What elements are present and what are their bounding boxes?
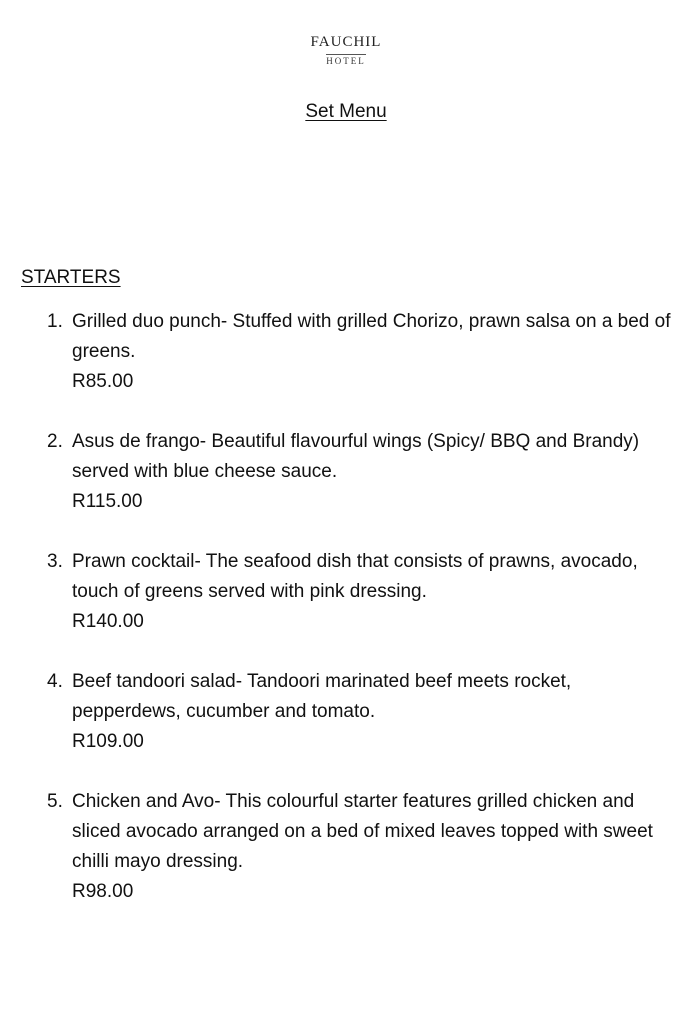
page-title: Set Menu bbox=[305, 101, 387, 122]
menu-item bbox=[0, 667, 692, 757]
item-number: 1. bbox=[47, 311, 63, 332]
item-price: R109.00 bbox=[72, 731, 144, 752]
starters-list bbox=[0, 307, 692, 937]
item-number: 3. bbox=[47, 551, 63, 572]
item-price: R115.00 bbox=[72, 491, 143, 512]
item-number: 2. bbox=[47, 431, 63, 452]
menu-item bbox=[0, 427, 692, 517]
logo-subtitle: HOTEL bbox=[326, 56, 366, 66]
item-number: 4. bbox=[47, 671, 63, 692]
item-price: R85.00 bbox=[72, 371, 134, 392]
item-description: Grilled duo punch- Stuffed with grilled Chorizo, prawn salsa on a bed of greens. bbox=[72, 311, 671, 362]
item-description: Beef tandoori salad- Tandoori marinated beef meets rocket, pepperdews, cucumber and tomato. bbox=[72, 671, 572, 722]
item-price: R98.00 bbox=[72, 881, 134, 902]
hotel-logo bbox=[0, 34, 692, 69]
logo-name: FAUCHIL bbox=[310, 34, 382, 50]
item-number: 5. bbox=[47, 791, 63, 812]
item-description: Prawn cocktail- The seafood dish that consists of prawns, avocado, touch of greens served with pink dressing. bbox=[72, 551, 638, 602]
menu-item bbox=[0, 787, 692, 907]
menu-item bbox=[0, 547, 692, 637]
item-price: R140.00 bbox=[72, 611, 144, 632]
menu-item bbox=[0, 307, 692, 397]
section-heading-starters: STARTERS bbox=[21, 267, 121, 288]
item-description: Asus de frango- Beautiful flavourful wings (Spicy/ BBQ and Brandy) served with blue cheese sauce. bbox=[72, 431, 640, 482]
item-description: Chicken and Avo- This colourful starter features grilled chicken and sliced avocado arranged on a bed of mixed leaves topped with sweet chilli mayo dressing. bbox=[72, 791, 653, 872]
